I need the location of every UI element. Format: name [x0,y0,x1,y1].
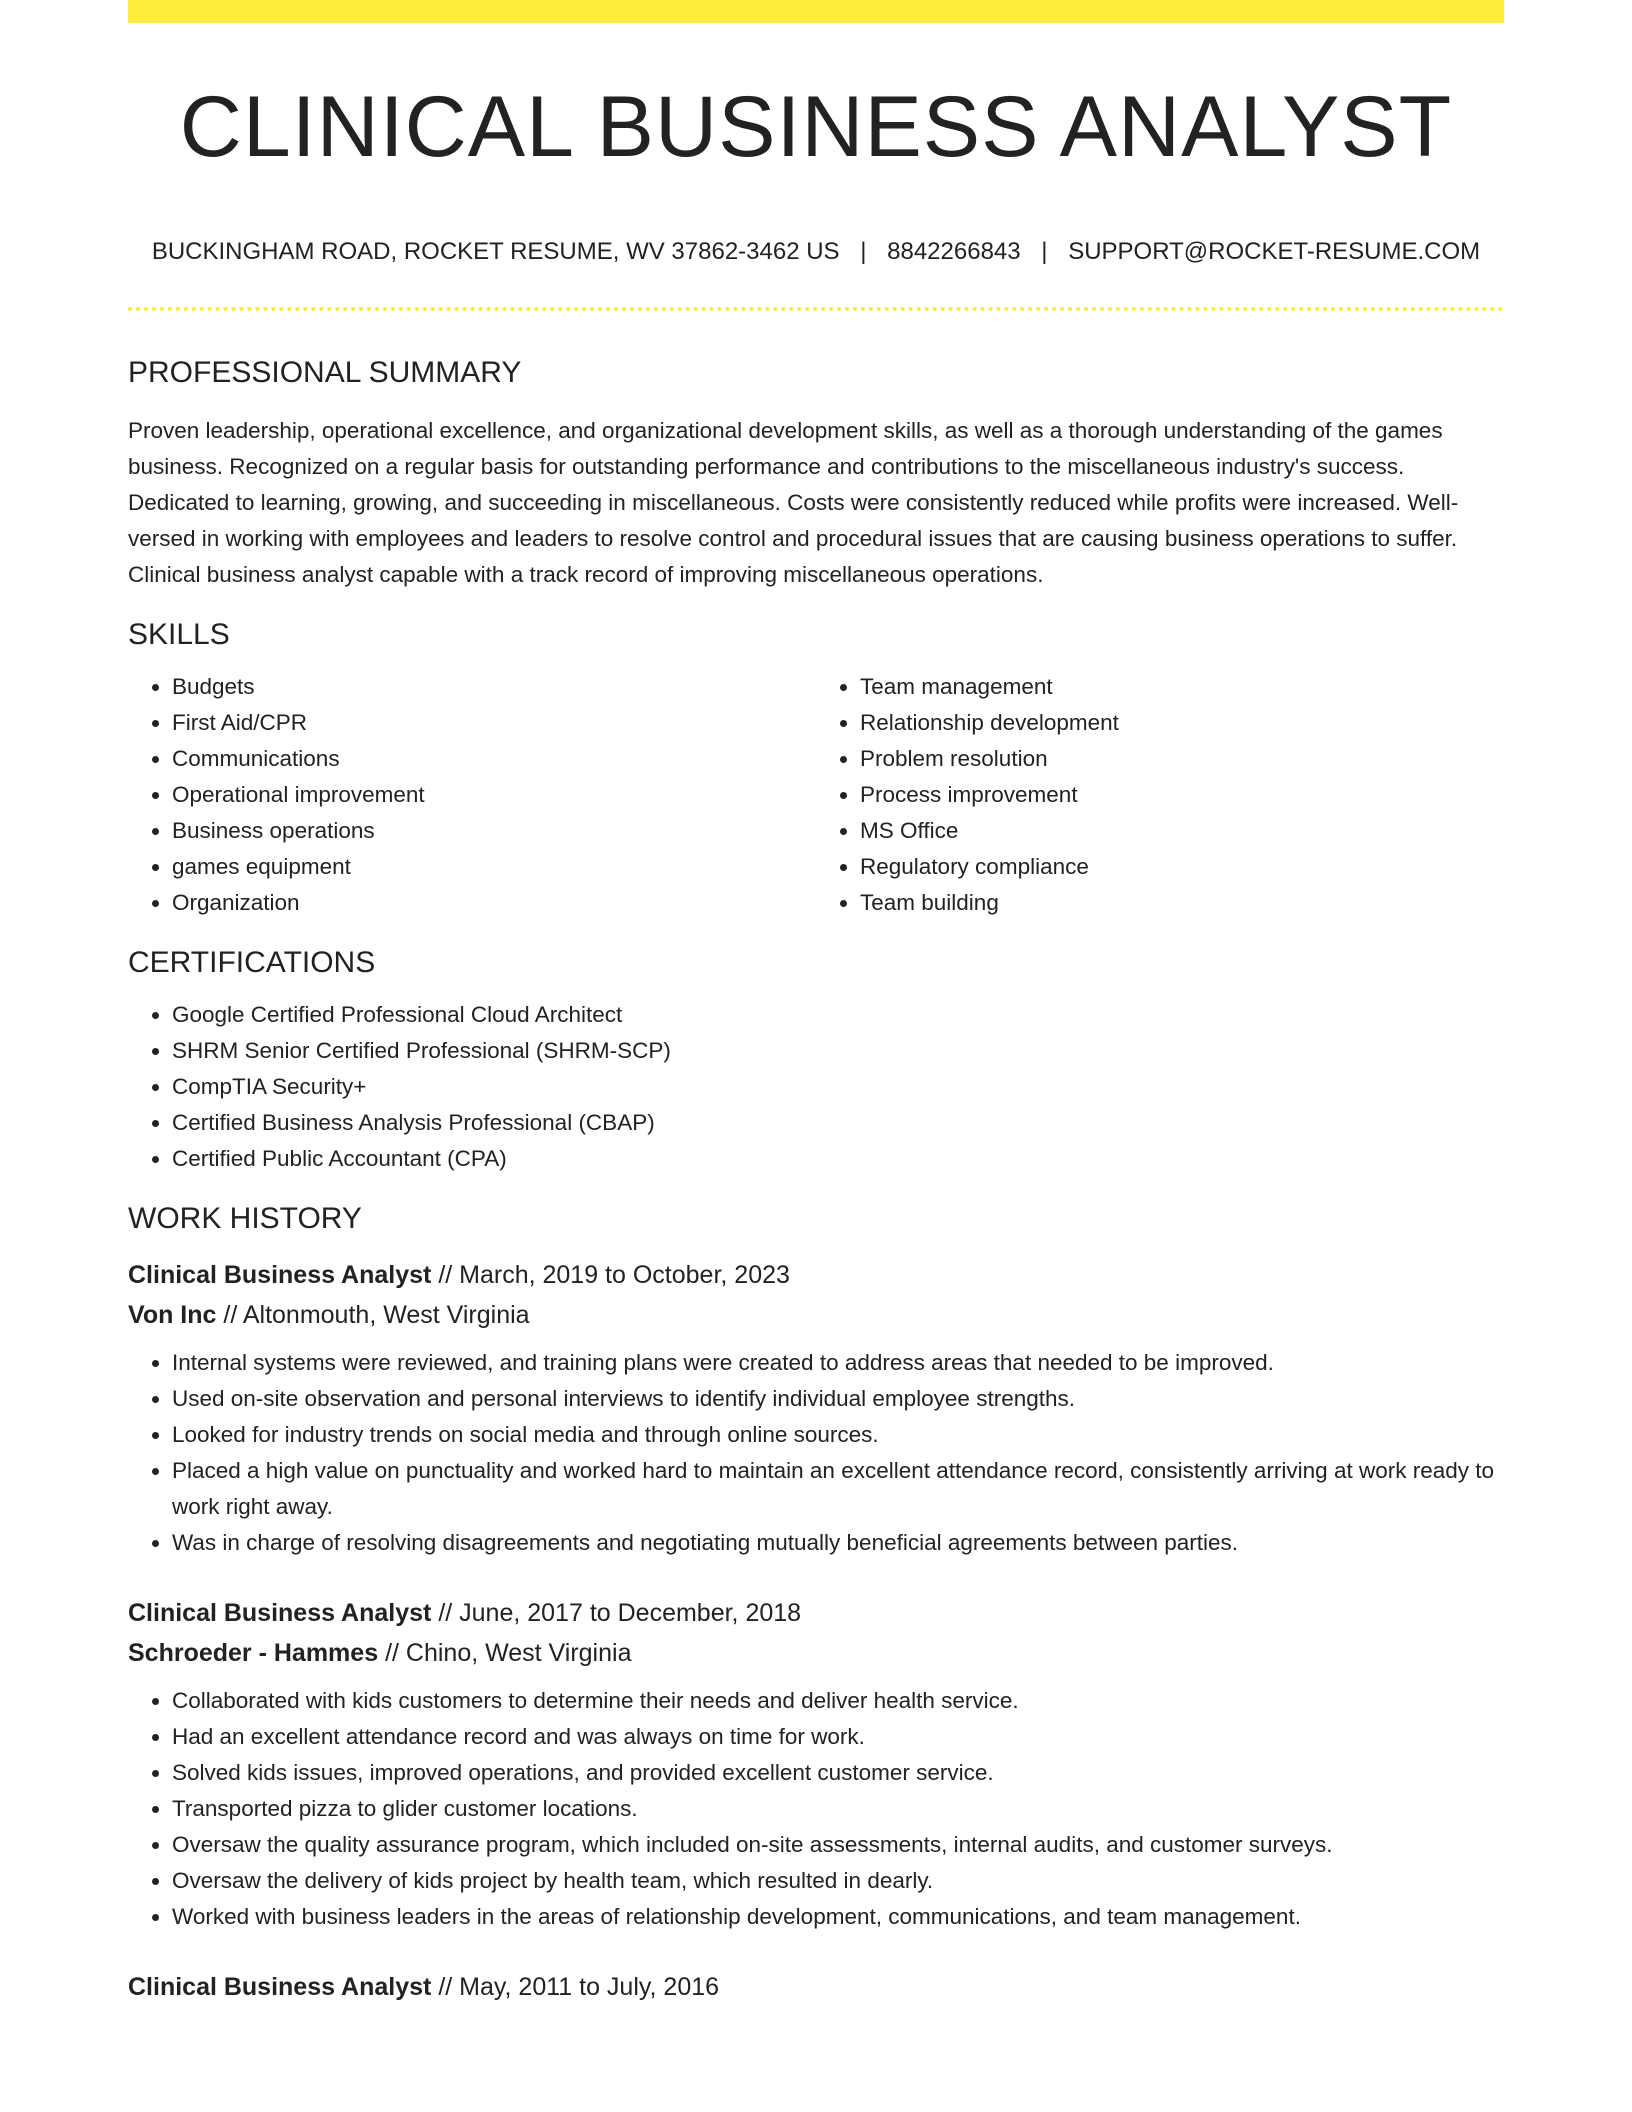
skills-heading: SKILLS [128,618,230,651]
certification-item: • SHRM Senior Certified Professional (SHRM-SCP) [172,1033,1504,1069]
job-bullet: • Oversaw the quality assurance program, which included on-site assessments, internal audits, and customer surveys. [172,1827,1504,1863]
skill-item: • Process improvement [860,777,1504,813]
skill-item: • Operational improvement [172,777,816,813]
page-title: CLINICAL BUSINESS ANALYST [179,79,1453,175]
contact-separator: | [1041,238,1048,265]
job-list [128,1255,1504,2007]
skill-item: • Problem resolution [860,741,1504,777]
skill-item: • games equipment [172,849,816,885]
skill-item: • Organization [172,885,816,921]
job-bullet: • Solved kids issues, improved operations, and provided excellent customer service. [172,1755,1504,1791]
job-location: // Altonmouth, West Virginia [223,1301,530,1329]
job-entry [128,1967,1504,2007]
contact-email: SUPPORT@ROCKET-RESUME.COM [1068,238,1481,265]
job-entry [128,1593,1504,1935]
job-bullet: • Placed a high value on punctuality and worked hard to maintain an excellent attendance record, consistently arriving at work ready to work right away. [172,1453,1504,1525]
certifications-section [128,943,1504,1177]
resume-content [128,353,1504,2007]
job-dates: // May, 2011 to July, 2016 [438,1973,720,2001]
job-company: Von Inc [128,1301,217,1329]
job-entry [128,1255,1504,1561]
summary-section [128,353,1504,593]
job-title-line [128,1255,1504,1295]
job-company: Schroeder - Hammes [128,1639,379,1667]
job-bullet: • Collaborated with kids customers to determine their needs and deliver health service. [172,1683,1504,1719]
summary-text: Proven leadership, operational excellence, and organizational development skills, as well as a thorough understanding of the games business. Recognized on a regular basis for outstanding performance and contributions to the miscellaneous industry's success. Dedicated to learning, growing, and succeeding in miscellaneous. Costs were consistently reduced while profits were increased. Well-versed in working with employees and leaders to resolve control and procedural issues that are causing business operations to suffer. Clinical business analyst capable with a track record of improving miscellaneous operations. [128,418,1459,587]
job-bullet: • Oversaw the delivery of kids project by health team, which resulted in dearly. [172,1863,1504,1899]
skill-item: • Business operations [172,813,816,849]
work-history-section [128,1199,1504,2007]
job-bullet: • Looked for industry trends on social media and through online sources. [172,1417,1504,1453]
job-bullet: • Internal systems were reviewed, and training plans were created to address areas that needed to be improved. [172,1345,1504,1381]
contact-separator: | [860,238,867,265]
certification-item: • Certified Public Accountant (CPA) [172,1141,1504,1177]
job-company-line [128,1295,1504,1335]
accent-top-bar [128,0,1504,23]
job-bullet: • Worked with business leaders in the areas of relationship development, communications, and team management. [172,1899,1504,1935]
job-bullet: • Used on-site observation and personal interviews to identify individual employee strengths. [172,1381,1504,1417]
job-title: Clinical Business Analyst [128,1261,432,1289]
skill-item: • Team management [860,669,1504,705]
job-title-line [128,1967,1504,2007]
certification-item: • CompTIA Security+ [172,1069,1504,1105]
certification-item: • Google Certified Professional Cloud Architect [172,997,1504,1033]
contact-phone: 8842266843 [887,238,1021,265]
job-bullet: • Transported pizza to glider customer locations. [172,1791,1504,1827]
job-location: // Chino, West Virginia [385,1639,632,1667]
job-company-line [128,1633,1504,1673]
dotted-divider [128,307,1504,311]
contact-line [128,238,1504,266]
skill-item: • Regulatory compliance [860,849,1504,885]
job-bullet: • Was in charge of resolving disagreements and negotiating mutually beneficial agreements between parties. [172,1525,1504,1561]
job-title-line [128,1593,1504,1633]
job-bullet: • Had an excellent attendance record and was always on time for work. [172,1719,1504,1755]
skill-item: • Communications [172,741,816,777]
job-dates: // March, 2019 to October, 2023 [438,1261,790,1289]
skill-item: • Team building [860,885,1504,921]
skill-item: • Budgets [172,669,816,705]
job-title: Clinical Business Analyst [128,1599,432,1627]
job-bullets [128,1345,1504,1561]
work-history-heading: WORK HISTORY [128,1202,362,1235]
skill-item: • MS Office [860,813,1504,849]
certification-item: • Certified Business Analysis Professional (CBAP) [172,1105,1504,1141]
skill-item: • First Aid/CPR [172,705,816,741]
skills-section [128,615,1504,921]
certifications-heading: CERTIFICATIONS [128,946,376,979]
job-title: Clinical Business Analyst [128,1973,432,2001]
skill-item: • Relationship development [860,705,1504,741]
skills-list-left [128,669,816,921]
skills-columns [128,655,1504,921]
job-bullets [128,1683,1504,1935]
certifications-list [128,997,1504,1177]
summary-heading: PROFESSIONAL SUMMARY [128,356,522,389]
contact-address: BUCKINGHAM ROAD, ROCKET RESUME, WV 37862-3462 US [151,238,840,265]
skills-list-right [816,669,1504,921]
job-dates: // June, 2017 to December, 2018 [438,1599,802,1627]
